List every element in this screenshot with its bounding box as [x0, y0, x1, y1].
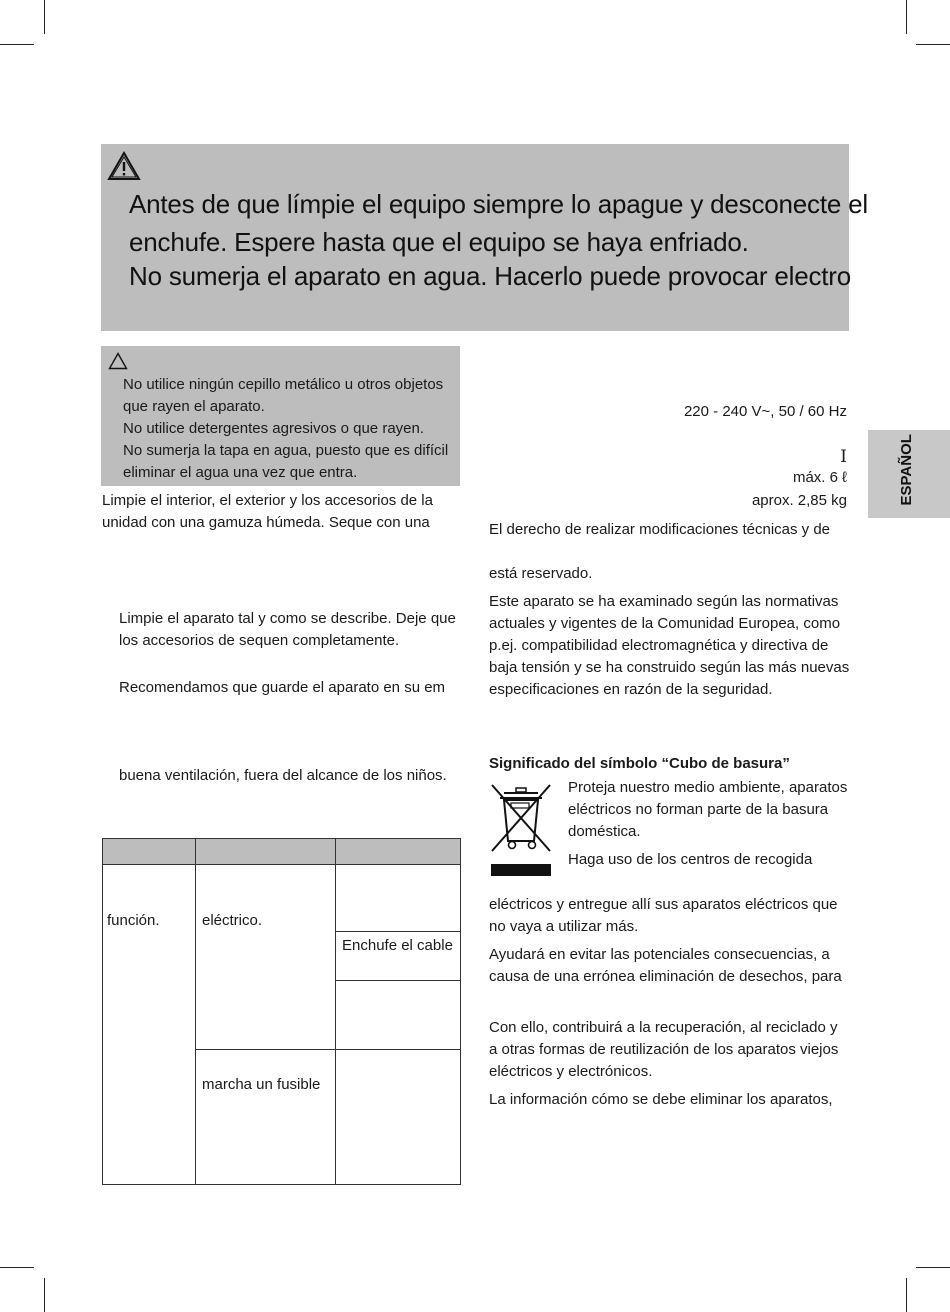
troubleshooting-table — [102, 838, 461, 1185]
cleaning-warning-line: No utilice detergentes agresivos o que rayen. — [123, 420, 425, 437]
disposal-line: causa de una errónea eliminación de desechos, para — [489, 968, 842, 985]
cleaning-intro-line: Limpie el interior, el exterior y los accesorios de la — [102, 492, 433, 509]
cleaning-intro-line: unidad con una gamuza húmeda. Seque con una — [102, 514, 430, 531]
cleaning-warning-line: No sumerja la tapa en agua, puesto que es difícil — [123, 442, 449, 459]
disposal-line: no vaya a utilizar más. — [489, 918, 639, 935]
storage-line: buena ventilación, fuera del alcance de los niños. — [119, 767, 447, 784]
cleaning-step-line: Limpie el aparato tal y como se describe. Deje que — [119, 610, 456, 627]
crop-mark — [906, 1278, 907, 1312]
crop-mark — [916, 1267, 950, 1268]
disposal-line: Ayudará en evitar las potenciales consecuencias, a — [489, 946, 830, 963]
compliance-line: baja tensión y se ha construido según las más nuevas — [489, 659, 850, 676]
table-divider — [335, 931, 461, 932]
table-divider — [195, 1049, 461, 1050]
language-tab-label: ESPAÑOL — [898, 434, 915, 506]
warning-triangle-icon — [108, 352, 128, 370]
rights-line: está reservado. — [489, 565, 593, 582]
cleaning-warning-line: No utilice ningún cepillo metálico u otros objetos — [123, 376, 444, 393]
rights-line: El derecho de realizar modificaciones técnicas y de — [489, 521, 831, 538]
table-cell: función. — [107, 912, 160, 929]
cleaning-warning-line: eliminar el agua una vez que entra. — [123, 464, 358, 481]
main-warning-line: Antes de que límpie el equipo siempre lo apague y desconecte el — [129, 189, 869, 219]
table-cell: Enchufe el cable — [342, 937, 453, 954]
main-warning-box — [101, 144, 869, 331]
crop-mark — [0, 1267, 34, 1268]
main-warning-line: No sumerja el aparato en agua. Hacerlo puede provocar electro — [129, 261, 852, 291]
disposal-line: Proteja nuestro medio ambiente, aparatos — [568, 779, 848, 796]
table-divider — [335, 839, 336, 1184]
disposal-line: eléctricos no forman parte de la basura — [568, 801, 829, 818]
compliance-line: p.ej. compatibilidad electromagnética y directiva de — [489, 637, 829, 654]
language-tab — [868, 430, 950, 518]
compliance-line: actuales y vigentes de la Comunidad Europea, como — [489, 615, 841, 632]
crop-mark — [44, 0, 45, 34]
disposal-line: eléctricos y entregue allí sus aparatos eléctricos que — [489, 896, 838, 913]
spec-capacity: máx. 6 ℓ — [792, 469, 847, 486]
disposal-heading: Significado del símbolo “Cubo de basura” — [489, 755, 790, 772]
crop-mark — [44, 1278, 45, 1312]
table-divider — [335, 980, 461, 981]
main-warning-line: enchufe. Espere hasta que el equipo se haya enfriado. — [129, 227, 749, 257]
disposal-line: La información cómo se debe eliminar los aparatos, — [489, 1091, 833, 1108]
table-divider — [195, 839, 196, 1184]
warning-triangle-icon — [107, 151, 141, 181]
cleaning-warning-line: que rayen el aparato. — [123, 398, 265, 415]
disposal-line: eléctricos y electrónicos. — [489, 1063, 653, 1080]
cleaning-warning-box — [101, 346, 460, 486]
cleaning-step-line: los accesorios de sequen completamente. — [119, 632, 400, 649]
crop-mark — [0, 44, 34, 45]
storage-line: Recomendamos que guarde el aparato en su em — [119, 679, 446, 696]
table-cell: eléctrico. — [202, 912, 263, 929]
table-cell: marcha un fusible — [202, 1076, 321, 1093]
spec-voltage: 220 - 240 V~, 50 / 60 Hz — [683, 403, 847, 420]
compliance-line: especificaciones en razón de la seguridad. — [489, 681, 773, 698]
crop-mark — [906, 0, 907, 34]
crossed-bin-icon — [488, 779, 554, 879]
spec-weight: aprox. 2,85 kg — [751, 492, 847, 509]
disposal-line: a otras formas de reutilización de los aparatos viejos — [489, 1041, 839, 1058]
disposal-line: doméstica. — [568, 823, 641, 840]
compliance-line: Este aparato se ha examinado según las normativas — [489, 593, 839, 610]
disposal-line: Haga uso de los centros de recogida — [568, 851, 813, 868]
crop-mark — [916, 44, 950, 45]
spec-protection-class: I — [840, 447, 847, 467]
disposal-line: Con ello, contribuirá a la recuperación, al reciclado y — [489, 1019, 838, 1036]
table-header — [103, 839, 460, 865]
